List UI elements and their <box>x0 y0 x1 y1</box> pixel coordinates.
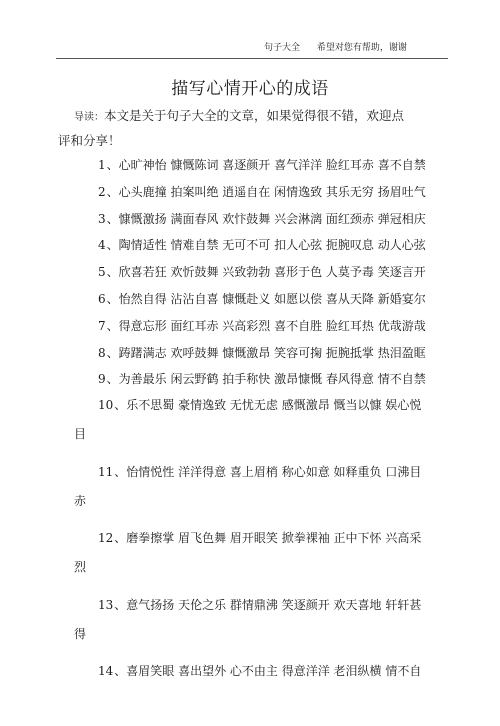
item-idioms: 、磨拳擦掌 眉飞色舞 眉开眼笑 掀拳裸袖 正中下怀 兴高采 <box>114 531 422 546</box>
idiom-line <box>98 265 426 279</box>
idiom-list-item <box>74 659 462 726</box>
item-number: 14 <box>98 664 114 679</box>
item-idioms: 、怡然自得 沾沾自喜 慷慨赴义 如愿以偿 喜从天降 新婚宴尔 <box>106 291 426 306</box>
item-number: 13 <box>98 597 114 612</box>
item-number: 9 <box>98 372 106 387</box>
idiom-line <box>98 158 426 172</box>
item-continuation: 得 <box>74 626 87 641</box>
item-number: 5 <box>98 265 106 280</box>
idiom-list <box>74 152 462 726</box>
intro-text-line2: 评和分享！ <box>58 133 121 148</box>
idiom-list-item <box>74 179 462 206</box>
idiom-line <box>98 460 462 484</box>
idiom-list-item <box>74 526 462 593</box>
idiom-line <box>98 212 426 226</box>
item-idioms: 、心头鹿撞 拍案叫绝 逍遥自在 闲情逸致 其乐无穷 扬眉吐气 <box>106 184 426 199</box>
item-continuation: 烈 <box>74 560 87 575</box>
idiom-list-item <box>74 366 462 393</box>
item-number: 11 <box>98 464 114 479</box>
item-continuation: 目 <box>74 427 87 442</box>
item-idioms: 、欣喜若狂 欢忻鼓舞 兴致勃勃 喜形于色 人莫予毒 笑逐言开 <box>106 265 426 280</box>
header-slogan: 希望对您有帮助，谢谢 <box>316 43 407 53</box>
item-number: 12 <box>98 531 114 546</box>
item-idioms: 、为善最乐 闲云野鹤 拍手称快 激昂慷慨 春风得意 情不自禁 <box>106 372 426 387</box>
item-number: 4 <box>98 238 106 253</box>
item-idioms: 、乐不思蜀 豪情逸致 无忧无虑 感慨激昂 慨当以慷 娱心悦 <box>114 398 422 413</box>
item-idioms: 、意气扬扬 天伦之乐 群情鼎沸 笑逐颜开 欢天喜地 轩轩甚 <box>114 597 422 612</box>
idiom-line <box>98 526 462 550</box>
item-number: 1 <box>98 158 106 172</box>
idiom-list-item <box>74 286 462 313</box>
idiom-line <box>98 593 462 617</box>
item-idioms: 、喜眉笑眼 喜出望外 心不由主 得意洋洋 老泪纵横 情不自 <box>114 664 422 679</box>
item-idioms: 、陶情适性 情难自禁 无可不可 扣人心弦 扼腕叹息 动人心弦 <box>106 238 426 253</box>
item-number: 2 <box>98 184 106 199</box>
intro-lead-label: 导读： <box>74 112 104 123</box>
idiom-list-item <box>74 232 462 259</box>
document-title: 描写心情开心的成语 <box>171 79 329 99</box>
intro-paragraph <box>58 104 454 152</box>
item-number: 8 <box>98 345 106 360</box>
idiom-list-item <box>74 460 462 527</box>
idiom-list-item <box>74 313 462 340</box>
idiom-list-item <box>74 593 462 660</box>
idiom-line <box>98 238 426 252</box>
idiom-list-item <box>74 393 462 460</box>
idiom-list-item <box>74 206 462 233</box>
idiom-line <box>98 319 426 333</box>
item-number: 10 <box>98 398 114 413</box>
idiom-line <box>98 292 426 306</box>
item-number: 7 <box>98 318 106 333</box>
item-idioms: 、怡情悦性 洋洋得意 喜上眉梢 称心如意 如释重负 口沸目 <box>114 464 422 479</box>
idiom-line <box>98 659 462 683</box>
idiom-line <box>98 372 426 386</box>
idiom-list-item <box>74 259 462 286</box>
idiom-line <box>98 393 462 417</box>
item-idioms: 、慷慨激扬 满面春风 欢忭鼓舞 兴会淋漓 面红颈赤 弹冠相庆 <box>106 211 426 226</box>
idiom-list-item <box>74 340 462 367</box>
idiom-list-item <box>74 152 462 179</box>
item-idioms: 、心旷神怡 慷慨陈词 喜逐颜开 喜气洋洋 脸红耳赤 喜不自禁 <box>106 158 426 172</box>
item-idioms: 、得意忘形 面红耳赤 兴高彩烈 喜不自胜 脸红耳热 优哉游哉 <box>106 318 426 333</box>
idiom-line <box>98 346 426 360</box>
header-site-name: 句子大全 <box>264 43 301 53</box>
item-idioms: 、踌躇满志 欢呼鼓舞 慷慨激昂 笑容可掬 扼腕抵掌 热泪盈眶 <box>106 345 426 360</box>
idiom-line <box>98 185 426 199</box>
page-header <box>264 40 407 53</box>
header-divider <box>56 58 448 59</box>
intro-text-line1: 本文是关于句子大全的文章，如果觉得很不错，欢迎点 <box>104 108 405 123</box>
item-number: 3 <box>98 211 106 226</box>
item-continuation: 赤 <box>74 493 87 508</box>
item-number: 6 <box>98 291 106 306</box>
